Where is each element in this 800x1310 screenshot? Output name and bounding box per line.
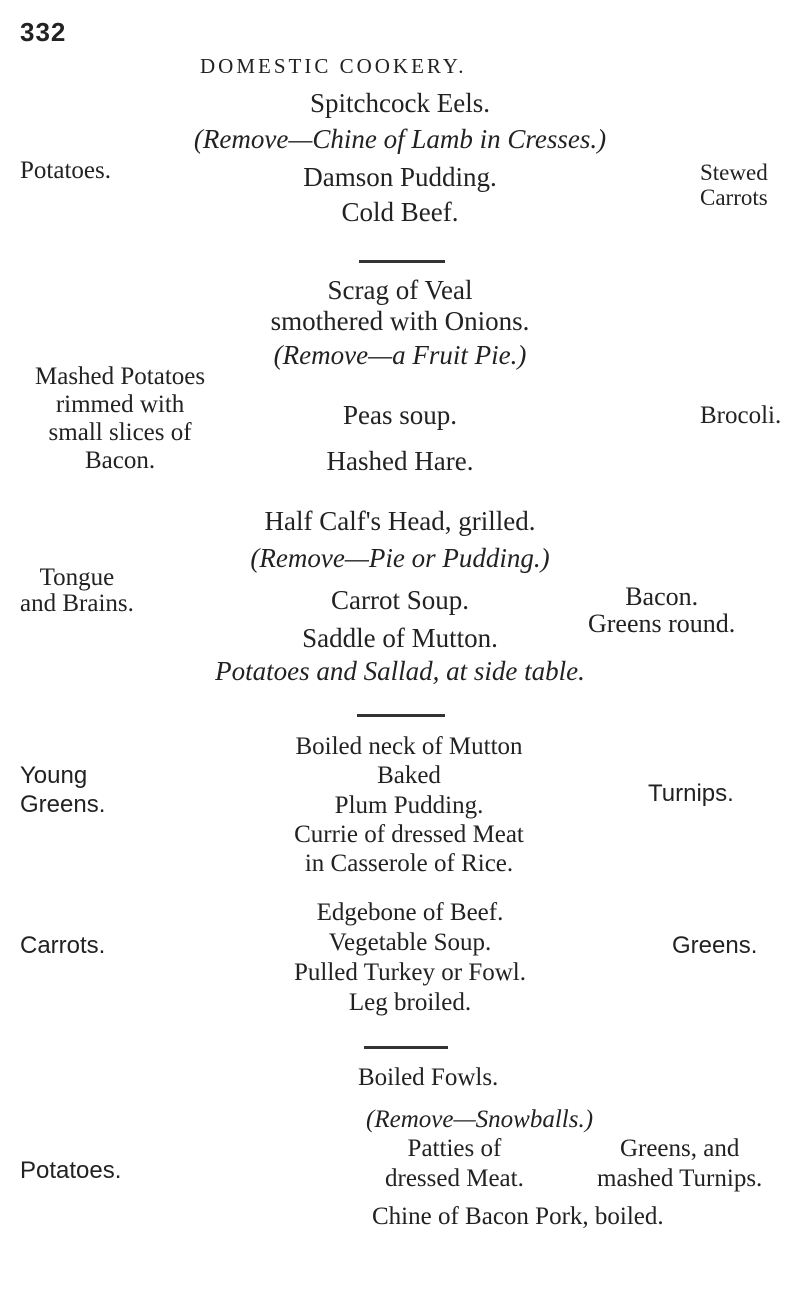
menu-1-right-dish: Stewed Carrots	[700, 160, 768, 211]
menu-6-top: Boiled Fowls.	[358, 1064, 499, 1091]
menu-3-center-dish-1: Carrot Soup.	[331, 585, 469, 615]
menu-2-center-dish-1: Peas soup.	[343, 400, 457, 430]
menu-4-right-dish: Turnips.	[648, 780, 734, 807]
menu-2-remove: (Remove—a Fruit Pie.)	[273, 340, 527, 370]
menu-5-center-dishes: Edgebone of Beef. Vegetable Soup. Pulled Turkey or Fowl. Leg broiled.	[294, 899, 526, 1016]
menu-3-top: Half Calf's Head, grilled.	[264, 506, 536, 536]
page-number: 332	[20, 17, 67, 47]
menu-1-remove: (Remove—Chine of Lamb in Cresses.)	[193, 124, 607, 154]
menu-2-right-dish: Brocoli.	[700, 402, 782, 429]
menu-4-left-dish: Young Greens.	[20, 762, 106, 818]
menu-2-center-dish-2: Hashed Hare.	[326, 446, 474, 476]
menu-3-left-dish: Tongue and Brains.	[20, 564, 134, 618]
divider-rule-3	[364, 1046, 448, 1049]
menu-1-left-dish: Potatoes.	[20, 157, 111, 184]
running-header: DOMESTIC COOKERY.	[200, 54, 467, 78]
menu-6-center-right-dish: Greens, and mashed Turnips.	[597, 1135, 763, 1192]
menu-1-center-dish-1: Damson Pudding.	[303, 162, 497, 192]
menu-6-left-dish: Potatoes.	[20, 1157, 122, 1184]
menu-4-center-dishes: Boiled neck of Mutton Baked Plum Pudding. Currie of dressed Meat in Casserole of Rice.	[294, 733, 524, 877]
menu-3-center-dish-2: Saddle of Mutton.	[302, 623, 498, 653]
menu-6-center-left-dish: Patties of dressed Meat.	[385, 1135, 524, 1192]
divider-rule-2	[357, 714, 445, 717]
divider-rule-1	[359, 260, 445, 263]
menu-1-center-dish-2: Cold Beef.	[341, 197, 459, 227]
menu-3-remove: (Remove—Pie or Pudding.)	[250, 543, 550, 573]
menu-6-remove: (Remove—Snowballs.)	[366, 1106, 594, 1133]
menu-2-left-dish: Mashed Potatoes rimmed with small slices of Bacon.	[35, 363, 206, 474]
menu-2-top: Scrag of Veal smothered with Onions.	[270, 275, 530, 337]
menu-5-left-dish: Carrots.	[20, 932, 106, 959]
menu-1-top: Spitchcock Eels.	[310, 88, 490, 118]
menu-6-bottom-dish: Chine of Bacon Pork, boiled.	[372, 1203, 664, 1230]
menu-3-side-table-note: Potatoes and Sallad, at side table.	[215, 656, 585, 686]
menu-3-right-dish: Bacon. Greens round.	[588, 582, 736, 639]
menu-5-right-dish: Greens.	[672, 932, 758, 959]
